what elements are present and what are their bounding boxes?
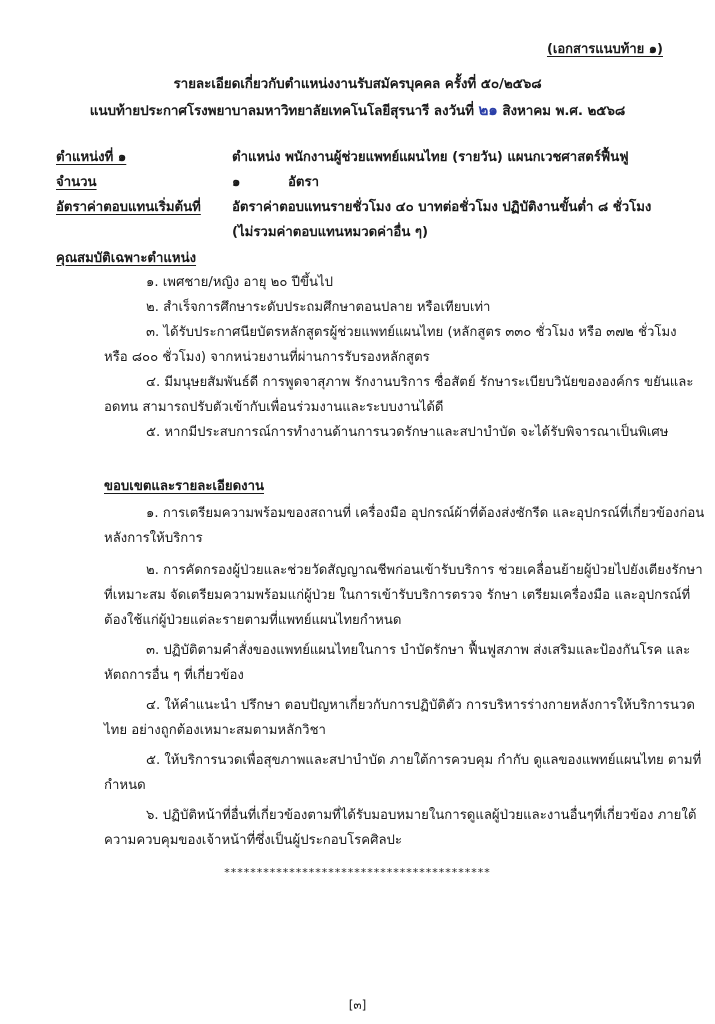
count-value: ๑ xyxy=(232,175,241,190)
scope-item: ๒. การคัดกรองผู้ป่วยและช่วยวัดสัญญาณชีพก่อนเข้ารับบริการ ช่วยเคลื่อนย้ายผู้ป่วยไปยังเตียงรักษา xyxy=(146,563,703,578)
wage-line-2: (ไม่รวมค่าตอบแทนหมวดค่าอื่น ๆ) xyxy=(232,225,429,240)
heading-date-prefix: แนบท้ายประกาศโรงพยาบาลมหาวิทยาลัยเทคโนโลยีสุรนารี ลงวันที่ xyxy=(89,103,474,119)
scope-item-cont: หัตถการอื่น ๆ ที่เกี่ยวข้อง xyxy=(104,668,244,683)
scope-title: ขอบเขตและรายละเอียดงาน xyxy=(104,479,265,494)
scope-item-cont: ความควบคุมของเจ้าหน้าที่ซึ่งเป็นผู้ประกอบโรคศิลปะ xyxy=(104,833,402,848)
document-heading-line2 xyxy=(0,98,715,122)
count-label: จำนวน xyxy=(56,175,97,190)
separator-line: ***************************************** xyxy=(224,866,491,879)
qualifications-title: คุณสมบัติเฉพาะตำแหน่ง xyxy=(56,251,197,266)
scope-item-cont: กำหนด xyxy=(104,778,146,793)
position-label: ตำแหน่งที่ ๑ xyxy=(56,150,127,165)
scope-item-cont: ที่เหมาะสม จัดเตรียมความพร้อมแก่ผู้ป่วย ในการเข้ารับบริการตรวจ รักษา เตรียมเครื่องมือ และอุปกรณ์ที่ xyxy=(104,588,691,603)
scope-item: ๖. ปฏิบัติหน้าที่อื่นที่เกี่ยวข้องตามที่ได้รับมอบหมายในการดูแลผู้ป่วยและงานอื่นๆที่เกี่ยวข้อง ภายใต้ xyxy=(146,808,697,823)
scope-item: ๓. ปฏิบัติตามคำสั่งของแพทย์แผนไทยในการ บำบัดรักษา ฟื้นฟูสภาพ ส่งเสริมและป้องกันโรค และ xyxy=(146,643,691,658)
qualification-item: ๑. เพศชาย/หญิง อายุ ๒๐ ปีขึ้นไป xyxy=(146,275,333,290)
wage-label: อัตราค่าตอบแทนเริ่มต้นที่ xyxy=(56,200,201,215)
qualification-item-cont: หรือ ๘๐๐ ชั่วโมง) จากหน่วยงานที่ผ่านการรับรองหลักสูตร xyxy=(104,350,430,365)
wage-line-1: อัตราค่าตอบแทนรายชั่วโมง ๔๐ บาทต่อชั่วโมง ปฏิบัติงานขั้นต่ำ ๘ ชั่วโมง xyxy=(232,200,652,215)
heading-date-suffix: สิงหาคม พ.ศ. ๒๕๖๘ xyxy=(502,103,626,119)
qualification-item: ๒. สำเร็จการศึกษาระดับประถมศึกษาตอนปลาย หรือเทียบเท่า xyxy=(146,300,491,315)
attachment-label: (เอกสารแนบท้าย ๑) xyxy=(546,42,663,57)
scope-item-cont: ไทย อย่างถูกต้องเหมาะสมตามหลักวิชา xyxy=(104,723,326,738)
qualification-item: ๓. ได้รับประกาศนียบัตรหลักสูตรผู้ช่วยแพทย์แผนไทย (หลักสูตร ๓๓๐ ชั่วโมง หรือ ๓๗๒ ชั่วโมง xyxy=(146,325,677,340)
scope-item-cont: ต้องใช้แก่ผู้ป่วยแต่ละรายตามที่แพทย์แผนไทยกำหนด xyxy=(104,613,402,628)
page-number: [๓] xyxy=(348,998,367,1012)
scope-item: ๕. ให้บริการนวดเพื่อสุขภาพและสปาบำบัด ภายใต้การควบคุม กำกับ ดูแลของแพทย์แผนไทย ตามที่ xyxy=(146,753,702,768)
qualification-item: ๔. มีมนุษยสัมพันธ์ดี การพูดจาสุภาพ รักงานบริการ ซื่อสัตย์ รักษาระเบียบวินัยขององค์กร ขยันและ xyxy=(146,375,694,390)
scope-item: ๔. ให้คำแนะนำ ปรึกษา ตอบปัญหาเกี่ยวกับการปฏิบัติตัว การบริหารร่างกายหลังการให้บริการนวด xyxy=(146,698,695,713)
heading-date-day: ๒๑ xyxy=(478,101,498,119)
document-heading-line1: รายละเอียดเกี่ยวกับตำแหน่งงานรับสมัครบุคคล ครั้งที่ ๕๐/๒๕๖๘ xyxy=(173,76,542,92)
scope-item-cont: หลังการให้บริการ xyxy=(104,531,203,546)
position-value: ตำแหน่ง พนักงานผู้ช่วยแพทย์แผนไทย (รายวัน) แผนกเวชศาสตร์ฟื้นฟู xyxy=(232,150,629,165)
qualification-item: ๕. หากมีประสบการณ์การทำงานด้านการนวดรักษาและสปาบำบัด จะได้รับพิจารณาเป็นพิเศษ xyxy=(146,425,669,440)
count-unit: อัตรา xyxy=(288,175,319,190)
scope-item: ๑. การเตรียมความพร้อมของสถานที่ เครื่องมือ อุปกรณ์ผ้าที่ต้องส่งซักรีด และอุปกรณ์ที่เกี่ยวข้องก่อน xyxy=(146,506,705,521)
qualification-item-cont: อดทน สามารถปรับตัวเข้ากับเพื่อนร่วมงานและระบบงานได้ดี xyxy=(104,400,444,415)
